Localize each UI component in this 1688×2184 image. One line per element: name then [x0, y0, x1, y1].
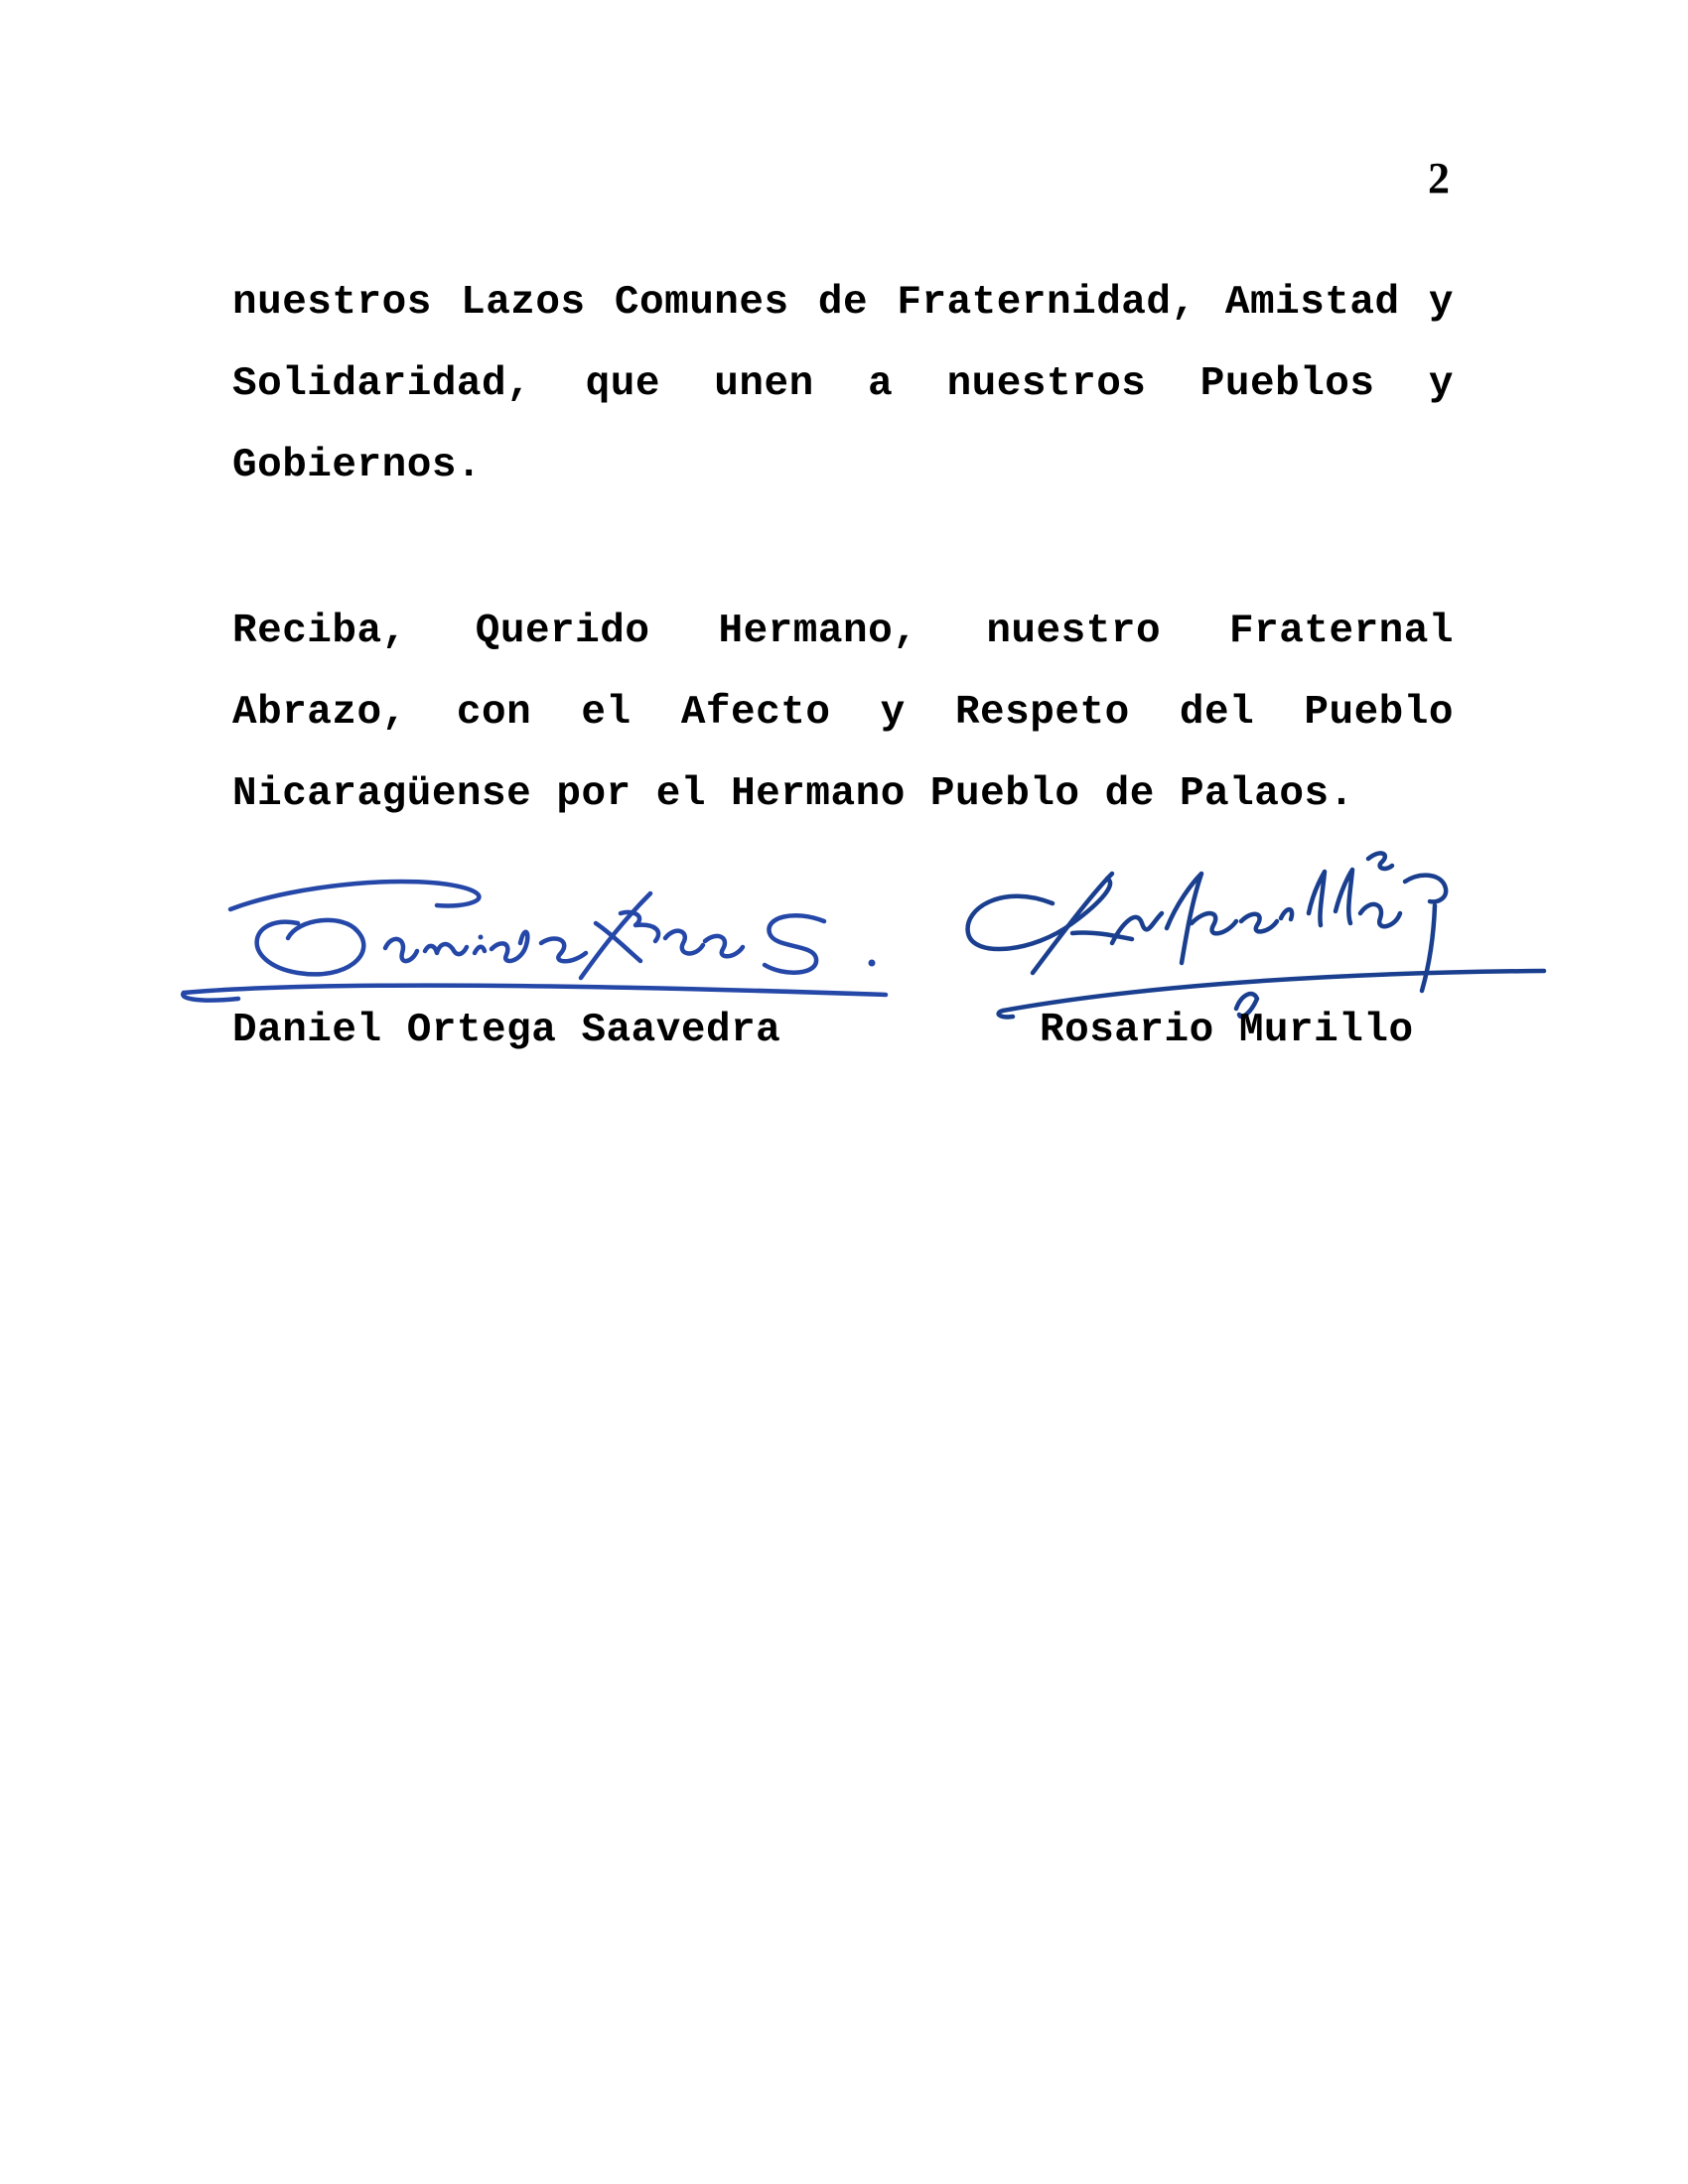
- paragraph-closing-ties: [232, 262, 1454, 506]
- paragraph-line: Solidaridad, que unen a nuestros Pueblos y: [232, 361, 1454, 407]
- paragraph-line: Nicaragüense por el Hermano Pueblo de Palaos.: [232, 771, 1354, 817]
- paragraph-line: Reciba, Querido Hermano, nuestro Fraternal: [232, 609, 1454, 654]
- paragraph-line: Gobiernos.: [232, 443, 483, 488]
- signature-daniel-ortega: [183, 882, 886, 1001]
- signer-name-rosario-murillo: Rosario Murillo: [1040, 1008, 1414, 1053]
- paragraph-farewell: [232, 591, 1454, 835]
- signature-rosario-murillo: [968, 853, 1544, 1017]
- paragraph-line: nuestros Lazos Comunes de Fraternidad, Amistad y: [232, 280, 1454, 326]
- paragraph-line: Abrazo, con el Afecto y Respeto del Pueblo: [232, 690, 1454, 736]
- signer-name-daniel-ortega: Daniel Ortega Saavedra: [232, 1008, 781, 1053]
- page-number: 2: [1428, 154, 1450, 203]
